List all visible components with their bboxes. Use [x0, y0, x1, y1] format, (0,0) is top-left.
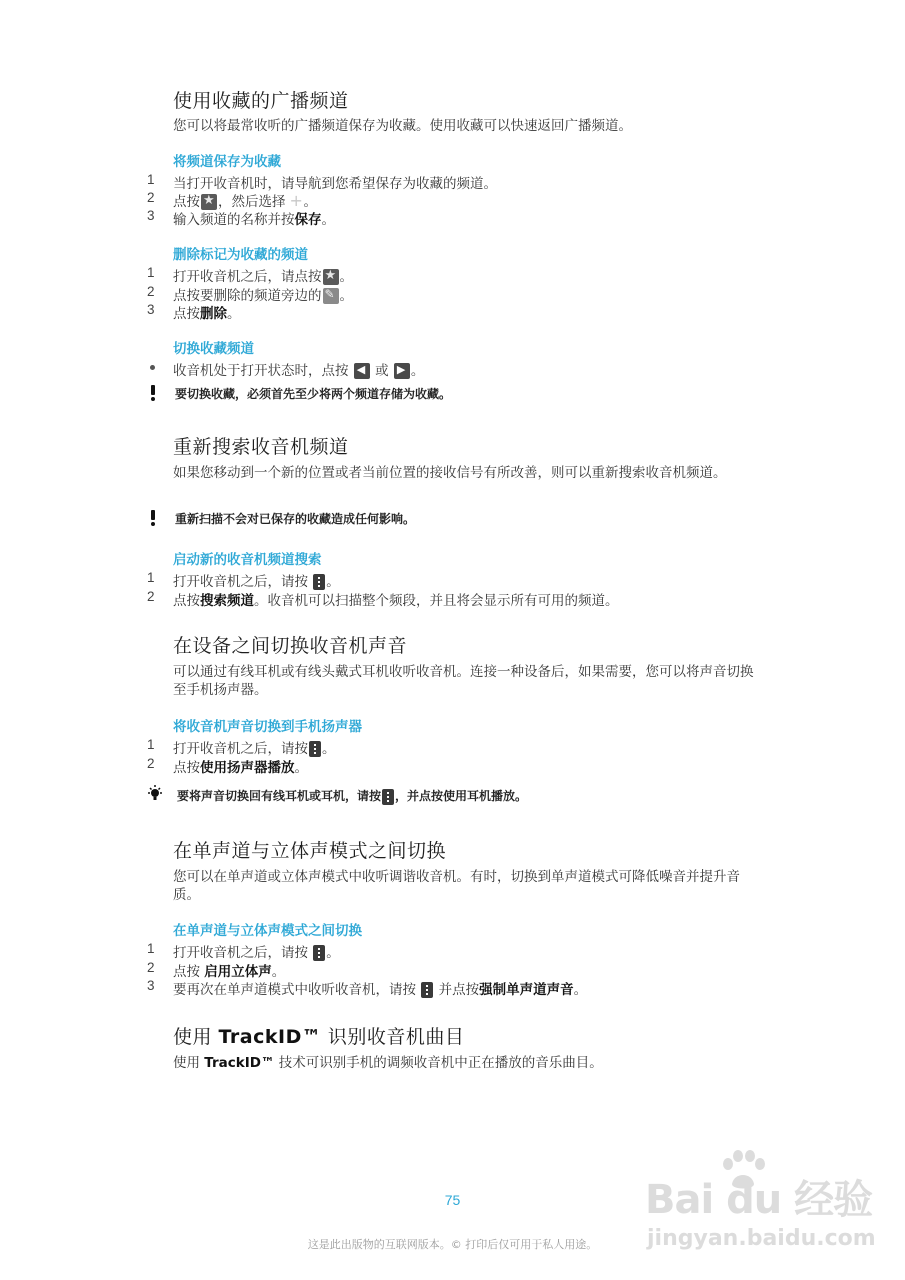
step-number: 3	[147, 978, 155, 993]
previous-icon	[354, 363, 370, 379]
section-intro-favorites: 您可以将最常收听的广播频道保存为收藏。使用收藏可以快速返回广播频道。	[173, 118, 632, 134]
bullet-dot	[150, 365, 155, 370]
warning-icon	[150, 510, 156, 526]
step-row: 2 点按★ ，然后选择+ 。	[0, 190, 905, 208]
step-number: 3	[147, 302, 155, 317]
ui-label-use-headset: 使用耳机播放	[443, 789, 516, 803]
step-number: 1	[147, 172, 155, 187]
menu-icon	[313, 574, 325, 590]
ui-label-use-speaker: 使用扬声器播放	[200, 760, 295, 776]
section-title-switch-sound: 在设备之间切换收音机声音	[173, 635, 408, 657]
step-number: 3	[147, 208, 155, 223]
menu-icon	[382, 789, 394, 805]
ui-label-save: 保存	[294, 212, 322, 228]
section-intro-switch-sound: 可以通过有线耳机或有线头戴式耳机收听收音机。连接一种设备后，如果需要，您可以将声音切换至手机扬声器。	[173, 664, 754, 698]
subheading-start-search: 启动新的收音机频道搜索	[173, 552, 322, 568]
step-row: 3 要再次在单声道模式中收听收音机，请按 并点按强制单声道声音。	[147, 978, 588, 998]
step-text: 点按	[173, 194, 200, 210]
subheading-to-speaker: 将收音机声音切换到手机扬声器	[173, 719, 362, 735]
step-number: 2	[147, 756, 155, 771]
bullet-row: 收音机处于打开状态时，点按 ◀ 或 ▶ 。	[0, 359, 905, 377]
step-number: 2	[147, 190, 155, 205]
step-row: 2 点按使用扬声器播放。	[147, 756, 308, 776]
next-icon	[394, 363, 410, 379]
section-title-trackid: 使用 TrackID™ 识别收音机曲目	[173, 1026, 465, 1048]
step-row: 1 打开收音机之后，请按 。	[147, 570, 340, 590]
step-number: 2	[147, 284, 155, 299]
step-text: 当打开收音机时，请导航到您希望保存为收藏的频道。	[173, 176, 497, 192]
section-title-rescan: 重新搜索收音机频道	[173, 436, 349, 458]
step-number: 1	[147, 570, 155, 585]
favorite-star-icon	[323, 269, 339, 285]
step-row	[0, 172, 905, 190]
step-row: 3 点按删除。	[147, 302, 241, 322]
ui-label-delete: 删除	[200, 306, 227, 322]
menu-icon	[313, 945, 325, 961]
ui-label-enable-stereo: 启用立体声	[204, 964, 272, 980]
warning-icon	[150, 385, 156, 401]
step-row: 3 输入频道的名称并按保存。	[147, 208, 335, 228]
section-title-favorites: 使用收藏的广播频道	[173, 90, 349, 112]
subheading-save-favorite: 将频道保存为收藏	[173, 154, 281, 170]
subheading-delete-favorite: 删除标记为收藏的频道	[173, 247, 308, 263]
ui-label-force-mono: 强制单声道声音	[479, 982, 574, 998]
ui-label-search-channels: 搜索频道	[200, 593, 254, 609]
menu-icon	[421, 982, 433, 998]
section-intro-trackid: 使用 TrackID™ 技术可识别手机的调频收音机中正在播放的音乐曲目。	[173, 1055, 603, 1071]
menu-icon	[309, 741, 321, 757]
step-row: 1 打开收音机之后，请点按★ 。	[0, 265, 905, 283]
subheading-mono-stereo: 在单声道与立体声模式之间切换	[173, 923, 362, 939]
step-text: ，然后选择	[218, 194, 286, 210]
section-title-mono-stereo: 在单声道与立体声模式之间切换	[173, 840, 447, 862]
step-number: 1	[147, 941, 155, 956]
step-row: 1 打开收音机之后，请按 。	[147, 941, 340, 961]
page-number: 75	[444, 1192, 461, 1208]
step-number: 1	[147, 265, 155, 280]
step-row: 2 点按 启用立体声。	[147, 960, 286, 980]
baidu-watermark	[645, 1150, 885, 1270]
subheading-switch-favorite: 切换收藏频道	[173, 341, 254, 357]
step-row: 2 点按搜索频道。收音机可以扫描整个频段，并且将会显示所有可用的频道。	[147, 589, 619, 609]
step-number: 2	[147, 589, 155, 604]
step-row: 2 点按要删除的频道旁边的✎ 。	[0, 284, 905, 302]
watermark-url: jingyan.baidu.com	[647, 1226, 876, 1251]
footer-notice: 这是此出版物的互联网版本。© 打印后仅可用于私人用途。	[307, 1238, 598, 1251]
watermark-logo: Bai du 经验	[645, 1177, 873, 1223]
section-intro-rescan: 如果您移动到一个新的位置或者当前位置的接收信号有所改善，则可以重新搜索收音机频道。	[173, 465, 727, 481]
section-intro-mono-stereo: 您可以在单声道或立体声模式中收听调谐收音机。有时，切换到单声道模式可降低噪音并提升音质。	[173, 869, 740, 903]
step-row: 1 打开收音机之后，请按 。	[147, 737, 336, 757]
step-number: 2	[147, 960, 155, 975]
step-number: 1	[147, 737, 155, 752]
tip-bulb-icon	[145, 785, 165, 803]
